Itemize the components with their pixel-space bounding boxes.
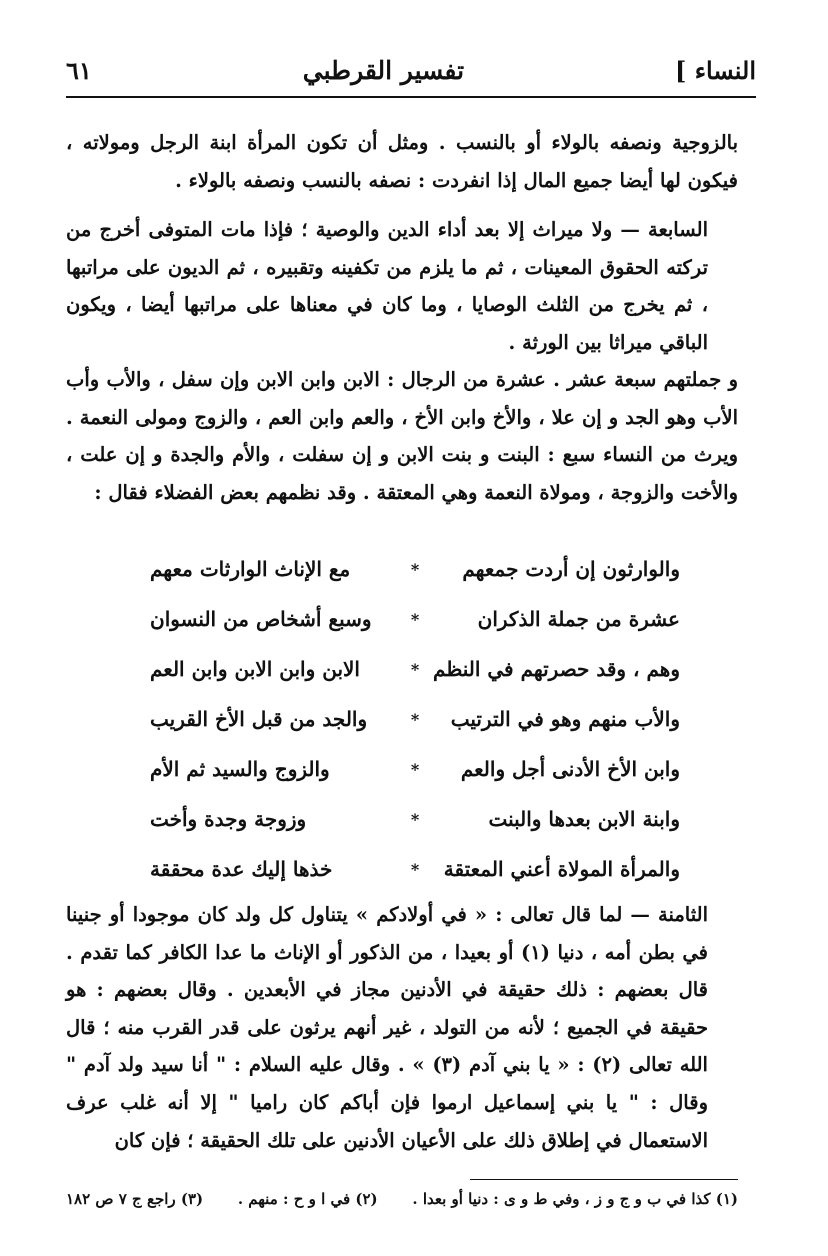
verse-second-hemistich: مع الإناث الوارثات معهم — [150, 557, 351, 581]
verse-separator: * — [410, 759, 420, 779]
main-text — [66, 124, 738, 511]
poem-verse — [150, 644, 680, 694]
running-header — [66, 48, 756, 92]
verse-first-hemistich: عشرة من جملة الذكران — [477, 607, 680, 631]
poem — [150, 544, 680, 894]
paragraph: الثامنة — لما قال تعالى : « في أولادكم » يتناول كل ولد كان موجودا أو جنينا في بطن أمه ، دنيا (١) أو بعيدا ، من الذكور أو الإناث ما عدا الكافر كما تقدم . قال بعضهم : ذلك حقيقة في الأدنين مجاز في الأبعدين . وقال بعضهم : هو حقيقة في الجميع ؛ لأنه من التولد ، غير أنهم يرثون على قدر القرب منه ؛ قال الله تعالى (٢) : « يا بني آدم (٣) » . وقال عليه السلام : " أنا سيد ولد آدم " وقال : " يا بني إسماعيل ارموا فإن أباكم كان راميا " إلا أنه غلب عرف الاستعمال في إطلاق ذلك على الأعيان الأدنين على تلك الحقيقة ؛ فإن كان — [66, 903, 708, 1152]
poem-verse — [150, 844, 680, 894]
poem-verse — [150, 544, 680, 594]
verse-first-hemistich: وهم ، وقد حصرتهم في النظم — [433, 657, 680, 681]
verse-first-hemistich: والوارثون إن أردت جمعهم — [462, 557, 680, 581]
footnote: (١) كذا في ب و ج و ز ، وفي ط و ى : دنيا أو بعدا . — [412, 1190, 738, 1208]
poem-verse — [150, 694, 680, 744]
verse-first-hemistich: وابن الأخ الأدنى أجل والعم — [460, 757, 680, 781]
verse-first-hemistich: والأب منهم وهو في الترتيب — [450, 707, 680, 731]
verse-second-hemistich: الابن وابن الابن وابن العم — [150, 657, 360, 681]
book-title: تفسير القرطبي — [302, 55, 465, 85]
verse-second-hemistich: خذها إليك عدة محققة — [150, 857, 333, 881]
footnote-rule — [470, 1179, 738, 1180]
page-number: ٦١ — [66, 55, 92, 85]
verse-second-hemistich: والجد من قبل الأخ القريب — [150, 707, 368, 731]
verse-separator: * — [410, 609, 420, 629]
verse-separator: * — [410, 659, 420, 679]
paragraph: و جملتهم سبعة عشر . عشرة من الرجال : الابن وابن الابن وإن سفل ، والأب وأب الأب وهو الجد و إن علا ، والأخ وابن الأخ ، والعم وابن العم ، والزوج ومولى النعمة . ويرث من النساء سبع : البنت و بنت الابن و إن سفلت ، والأم والجدة و إن علت ، والأخت والزوجة ، ومولاة النعمة وهي المعتقة . وقد نظمهم بعض الفضلاء فقال : — [66, 368, 738, 504]
verse-first-hemistich: والمرأة المولاة أعني المعتقة — [443, 857, 680, 881]
main-text-continued — [66, 896, 738, 1159]
footnotes — [66, 1186, 738, 1212]
verse-second-hemistich: وزوجة وجدة وأخت — [150, 807, 307, 831]
paragraph: بالزوجية ونصفه بالولاء أو بالنسب . ومثل أن تكون المرأة ابنة الرجل ومولاته ، فيكون لها أيضا جميع المال إذا انفردت : نصفه بالنسب ونصفه بالولاء . — [66, 131, 738, 192]
header-rule — [66, 96, 756, 98]
verse-second-hemistich: وسبع أشخاص من النسوان — [150, 607, 372, 631]
verse-separator: * — [410, 559, 420, 579]
verse-second-hemistich: والزوج والسيد ثم الأم — [150, 757, 330, 781]
verse-separator: * — [410, 859, 420, 879]
footnote: (٣) راجع ج ٧ ص ١٨٢ — [66, 1190, 204, 1208]
footnote: (٢) في ا و ح : منهم . — [237, 1190, 378, 1208]
poem-verse — [150, 794, 680, 844]
poem-verse — [150, 744, 680, 794]
surah-name: النساء ] — [675, 55, 756, 85]
verse-separator: * — [410, 709, 420, 729]
verse-first-hemistich: وابنة الابن بعدها والبنت — [488, 807, 680, 831]
poem-verse — [150, 594, 680, 644]
paragraph: السابعة — ولا ميراث إلا بعد أداء الدين والوصية ؛ فإذا مات المتوفى أخرج من تركته الحقوق المعينات ، ثم ما يلزم من تكفينه وتقبيره ، ثم الديون على مراتبها ، ثم يخرج من الثلث الوصايا ، وما كان في معناها على مراتبها أيضا ، ويكون الباقي ميراثا بين الورثة . — [66, 218, 708, 354]
verse-separator: * — [410, 809, 420, 829]
